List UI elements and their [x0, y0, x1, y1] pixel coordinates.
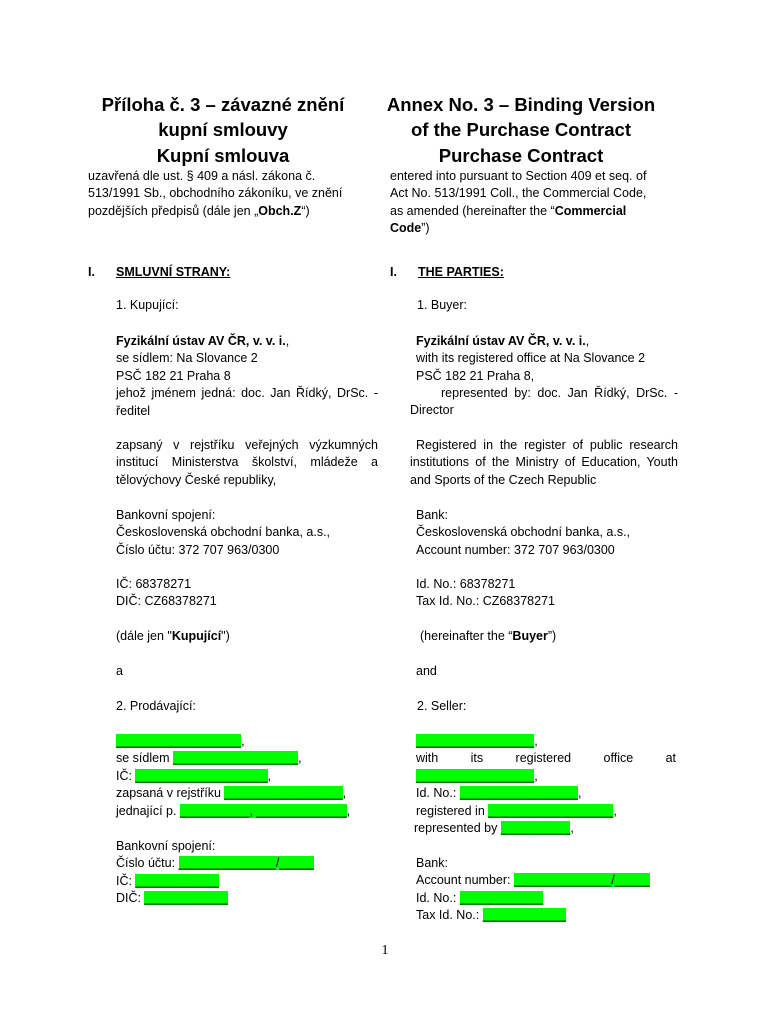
seller-bank-block	[116, 838, 314, 908]
seller-id-line	[416, 785, 676, 802]
text: (dále jen "	[116, 629, 172, 643]
buyer-register: zapsaný v rejstříku veřejných výzkumných institucí Ministerstva školství, mládeže a tělovýchovy České republiky,	[116, 438, 378, 487]
title-line: Annex No. 3 – Binding Version	[386, 94, 656, 115]
seller-id2-line	[416, 890, 650, 907]
buyer-label: 1. Kupující:	[116, 298, 179, 312]
punct: ,	[241, 734, 245, 748]
intro-line: 513/1991 Sb., obchodního zákoníku, ve znění	[88, 186, 343, 201]
buyer-ids	[116, 576, 217, 611]
register-text: Registered in the register of public research institutions of the Ministry of Education, Youth and Sports of the Czech Republic	[410, 438, 678, 487]
seller-id2-blank[interactable]: ____________	[459, 890, 544, 905]
buyer-name-line	[116, 333, 378, 350]
czech-intro	[88, 168, 342, 220]
seller-block	[116, 733, 378, 820]
buyer-block	[416, 333, 678, 403]
seller-rep-line	[414, 820, 574, 837]
seller-dic-blank[interactable]: ____________	[144, 891, 228, 906]
bank-name: Československá obchodní banka, a.s.,	[116, 525, 331, 540]
label: zapsaná v rejstříku	[116, 786, 225, 801]
buyer-name: Fyzikální ústav AV ČR, v. v. i.	[116, 334, 286, 348]
seller-label: 2. Seller:	[417, 699, 467, 713]
buyer-representative: represented by: doc. Jan Řídký, DrSc. -	[441, 386, 678, 401]
label: se sídlem	[116, 751, 173, 766]
seller-label: 2. Prodávající:	[116, 699, 196, 713]
seller-name-line	[416, 733, 676, 750]
seller-ic-blank[interactable]: ___________________	[135, 768, 268, 783]
czech-title	[88, 92, 358, 168]
punct: ,	[346, 803, 351, 818]
punct: ,	[342, 786, 347, 801]
page-number: 1	[381, 943, 389, 958]
czech-section-heading	[88, 264, 288, 281]
text: ”)	[547, 629, 557, 643]
punct: ,	[285, 334, 290, 348]
title-line: Purchase Contract	[438, 144, 604, 166]
label: Tax Id. No.:	[416, 908, 483, 923]
defined-term: Kupující	[171, 629, 222, 643]
buyer-hereinafter	[420, 628, 556, 645]
label: IČ:	[116, 873, 136, 888]
label: jednající p.	[116, 803, 180, 818]
intro-line: uzavřená dle ust. § 409 a násl. zákona č.	[88, 169, 316, 183]
and-word: and	[416, 664, 437, 678]
seller-office-label: with its registered office at	[416, 751, 676, 766]
title-line: of the Purchase Contract	[411, 119, 631, 141]
intro-line	[390, 203, 646, 220]
intro-defined-term: Commercial	[554, 203, 627, 218]
section-number: I.	[88, 265, 95, 279]
seller-name-blank[interactable]: __________________	[116, 734, 242, 748]
intro-line: Act No. 513/1991 Coll., the Commercial Code,	[390, 186, 647, 201]
intro-text: ”)	[421, 221, 430, 236]
intro-text: “)	[301, 203, 310, 218]
id-number: Id. No.: 68378271	[416, 577, 516, 591]
bank-label: Bank:	[416, 508, 448, 522]
intro-defined-term: Code	[390, 221, 422, 236]
bank-label: Bankovní spojení:	[116, 508, 216, 522]
intro-text: as amended (hereinafter the “	[390, 203, 555, 218]
label: Id. No.:	[416, 890, 460, 905]
section-title: THE PARTIES:	[418, 265, 504, 279]
intro-text: pozdějších předpisů (dále jen „	[88, 203, 259, 218]
seller-seat-line	[116, 750, 378, 767]
english-section-heading	[390, 264, 590, 281]
buyer-representative-title: Director	[410, 403, 454, 417]
seller-id-blank[interactable]: _________________	[459, 786, 578, 801]
punct: ,	[534, 734, 538, 748]
dic: DIČ: CZ68378271	[116, 594, 217, 609]
buyer-ids	[416, 576, 555, 611]
buyer-bank-block	[116, 507, 330, 559]
punct: ,	[585, 334, 590, 348]
intro-defined-term: Obch.Z	[258, 203, 302, 218]
buyer-bank-block	[416, 507, 630, 559]
label: registered in	[416, 803, 489, 818]
seller-name-blank[interactable]: _________________	[416, 734, 535, 748]
bank-label: Bankovní spojení:	[116, 839, 216, 853]
tax-id-number: Tax Id. No.: CZ68378271	[416, 594, 555, 609]
buyer-psc: PSČ 182 21 Praha 8	[116, 368, 231, 383]
buyer-seat: with its registered office at Na Slovance 2	[416, 351, 646, 366]
punct: ,	[613, 803, 617, 818]
seller-account-blank[interactable]: ______________/_____	[178, 856, 315, 871]
seller-account-line	[116, 855, 314, 872]
section-title: SMLUVNÍ STRANY:	[116, 265, 231, 279]
seller-ic2-line	[116, 873, 314, 890]
label: Číslo účtu:	[116, 856, 179, 871]
buyer-register	[410, 437, 678, 489]
seller-tax-line	[416, 907, 650, 924]
seller-reg-line	[116, 785, 378, 802]
seller-tax-blank[interactable]: ____________	[482, 908, 567, 923]
intro-line	[390, 220, 646, 237]
label: represented by	[414, 821, 501, 835]
punct: ,	[267, 768, 272, 783]
buyer-block	[116, 333, 378, 420]
seller-rep-blank[interactable]: __________	[500, 821, 571, 835]
buyer-label: 1. Buyer:	[417, 298, 468, 312]
label: Id. No.:	[416, 786, 460, 801]
seller-office-line	[416, 768, 676, 785]
seller-ic-line	[116, 768, 378, 785]
english-intro	[390, 168, 646, 238]
intro-line: entered into pursuant to Section 409 et seq. of	[390, 169, 647, 183]
seller-block	[416, 733, 676, 820]
label: DIČ:	[116, 891, 145, 906]
account-number: Account number: 372 707 963/0300	[416, 542, 615, 557]
bank-name: Československá obchodní banka, a.s.,	[416, 525, 631, 540]
english-title	[380, 92, 662, 168]
seller-account-blank[interactable]: ______________/_____	[513, 873, 650, 888]
seller-dic-line	[116, 890, 314, 907]
seller-reg-blank[interactable]: __________________	[488, 803, 614, 818]
seller-ic2-blank[interactable]: ____________	[135, 873, 219, 888]
buyer-seat: se sídlem: Na Slovance 2	[116, 351, 258, 366]
title-line: kupní smlouvy	[158, 119, 288, 141]
seller-office-blank[interactable]: _________________	[416, 768, 535, 783]
seller-reg-blank[interactable]: _________________	[224, 786, 343, 801]
buyer-name: Fyzikální ústav AV ČR, v. v. i.	[416, 334, 586, 348]
punct: ,	[577, 786, 582, 801]
section-number: I.	[390, 265, 397, 279]
ic: IČ: 68378271	[116, 577, 192, 591]
buyer-name-line	[416, 333, 678, 350]
seller-seat-blank[interactable]: __________________	[172, 751, 299, 766]
punct: ,	[534, 768, 538, 783]
buyer-psc: PSČ 182 21 Praha 8,	[416, 368, 535, 383]
label: Account number:	[416, 873, 514, 888]
and-word: a	[116, 664, 123, 678]
punct: ,	[298, 751, 302, 766]
seller-bank-block	[416, 855, 650, 925]
bank-label: Bank:	[416, 856, 448, 870]
text: (hereinafter the “	[420, 629, 513, 643]
title-line: Příloha č. 3 – závazné znění	[101, 94, 345, 115]
intro-line	[88, 203, 342, 220]
buyer-hereinafter	[116, 628, 230, 645]
buyer-representative: jehož jménem jedná: doc. Jan Řídký, DrSc. - ředitel	[116, 386, 378, 418]
label: IČ:	[116, 768, 136, 783]
seller-account-line	[416, 872, 650, 889]
seller-rep-line	[116, 803, 378, 820]
seller-reg-line	[416, 803, 676, 820]
seller-name-line[interactable]	[116, 733, 378, 750]
text: ")	[221, 629, 230, 643]
seller-rep-blank[interactable]: __________, _____________	[179, 803, 347, 818]
punct: ,	[570, 821, 574, 835]
title-line: Kupní smlouva	[156, 144, 290, 166]
defined-term: Buyer	[512, 629, 548, 643]
account-number: Číslo účtu: 372 707 963/0300	[116, 542, 280, 557]
